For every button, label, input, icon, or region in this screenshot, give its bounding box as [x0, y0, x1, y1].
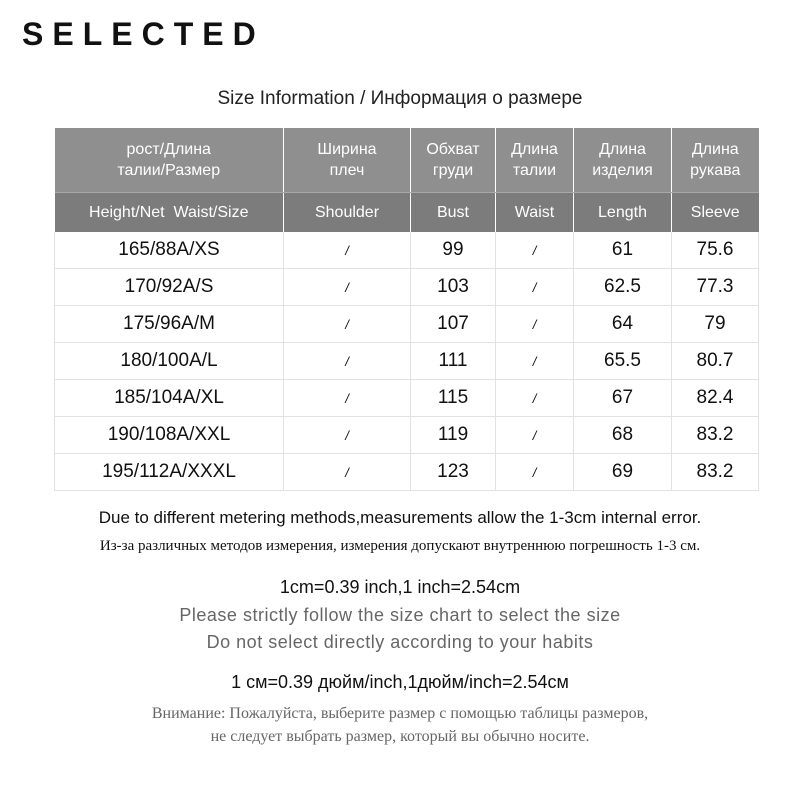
table-cell: /	[496, 306, 574, 343]
table-cell: 115	[411, 380, 496, 417]
table-cell: /	[284, 306, 411, 343]
table-cell: 123	[411, 454, 496, 491]
warning-line-2: не следует выбрать размер, который вы обычно носите.	[210, 728, 590, 745]
table-cell: /	[496, 343, 574, 380]
size-table	[54, 128, 759, 491]
table-cell: 61	[574, 232, 672, 269]
table-cell: 175/96A/M	[55, 306, 284, 343]
hint-line-1: Please strictly follow the size chart to select the size	[179, 605, 621, 625]
header-row-en	[55, 193, 759, 233]
table-cell: 83.2	[672, 454, 759, 491]
header-ru-cell: рост/Длина талии/Размер	[55, 128, 284, 193]
table-row	[55, 306, 759, 343]
table-cell: 83.2	[672, 417, 759, 454]
hint-line-2: Do not select directly according to your habits	[206, 632, 594, 652]
table-cell: /	[284, 380, 411, 417]
page-title: Size Information / Информация о размере	[217, 88, 583, 109]
table-cell: 82.4	[672, 380, 759, 417]
header-en-cell: Length	[574, 193, 672, 233]
table-cell: /	[284, 343, 411, 380]
table-cell: 69	[574, 454, 672, 491]
error-note-en: Due to different metering methods,measurements allow the 1-3cm internal error.	[98, 508, 702, 527]
header-ru-cell: Обхват груди	[411, 128, 496, 193]
table-cell: /	[284, 232, 411, 269]
table-cell: 99	[411, 232, 496, 269]
table-cell: 77.3	[672, 269, 759, 306]
table-cell: /	[496, 232, 574, 269]
header-ru-cell: Длина талии	[496, 128, 574, 193]
conversion-ru: 1 см=0.39 дюйм/inch,1дюйм/inch=2.54см	[231, 672, 569, 692]
table-cell: 65.5	[574, 343, 672, 380]
table-cell: 165/88A/XS	[55, 232, 284, 269]
table-cell: /	[284, 417, 411, 454]
table-cell: /	[496, 269, 574, 306]
table-body	[55, 232, 759, 491]
header-en-cell: Height/Net Waist/Size	[55, 193, 284, 233]
table-row	[55, 232, 759, 269]
table-cell: 67	[574, 380, 672, 417]
header-en-cell: Sleeve	[672, 193, 759, 233]
table-cell: 68	[574, 417, 672, 454]
header-en-cell: Waist	[496, 193, 574, 233]
table-cell: /	[284, 269, 411, 306]
header-ru-cell: Длина изделия	[574, 128, 672, 193]
table-row	[55, 380, 759, 417]
table-cell: 185/104A/XL	[55, 380, 284, 417]
header-en-cell: Shoulder	[284, 193, 411, 233]
table-cell: 195/112A/XXXL	[55, 454, 284, 491]
brand-logo: SELECTED	[22, 16, 265, 52]
table-cell: 64	[574, 306, 672, 343]
table-cell: 62.5	[574, 269, 672, 306]
table-cell: 75.6	[672, 232, 759, 269]
table-cell: 180/100A/L	[55, 343, 284, 380]
table-cell: 190/108A/XXL	[55, 417, 284, 454]
table-cell: 119	[411, 417, 496, 454]
table-cell: 79	[672, 306, 759, 343]
table-cell: 103	[411, 269, 496, 306]
error-note-ru: Из-за различных методов измерения, измерения допускают внутреннюю погрешность 1-3 см.	[99, 538, 701, 554]
table-row	[55, 454, 759, 491]
table-cell: /	[496, 417, 574, 454]
table-row	[55, 343, 759, 380]
table-cell: 170/92A/S	[55, 269, 284, 306]
header-row-ru	[55, 128, 759, 193]
table-cell: /	[496, 454, 574, 491]
warning-line-1: Внимание: Пожалуйста, выберите размер с помощью таблицы размеров,	[151, 705, 649, 722]
table-cell: 80.7	[672, 343, 759, 380]
table-cell: 107	[411, 306, 496, 343]
table-row	[55, 269, 759, 306]
conversion-en: 1cm=0.39 inch,1 inch=2.54cm	[279, 577, 521, 597]
header-ru-cell: Длина рукава	[672, 128, 759, 193]
table-cell: /	[284, 454, 411, 491]
table-cell: /	[496, 380, 574, 417]
table-cell: 111	[411, 343, 496, 380]
header-en-cell: Bust	[411, 193, 496, 233]
table-row	[55, 417, 759, 454]
header-ru-cell: Ширина плеч	[284, 128, 411, 193]
